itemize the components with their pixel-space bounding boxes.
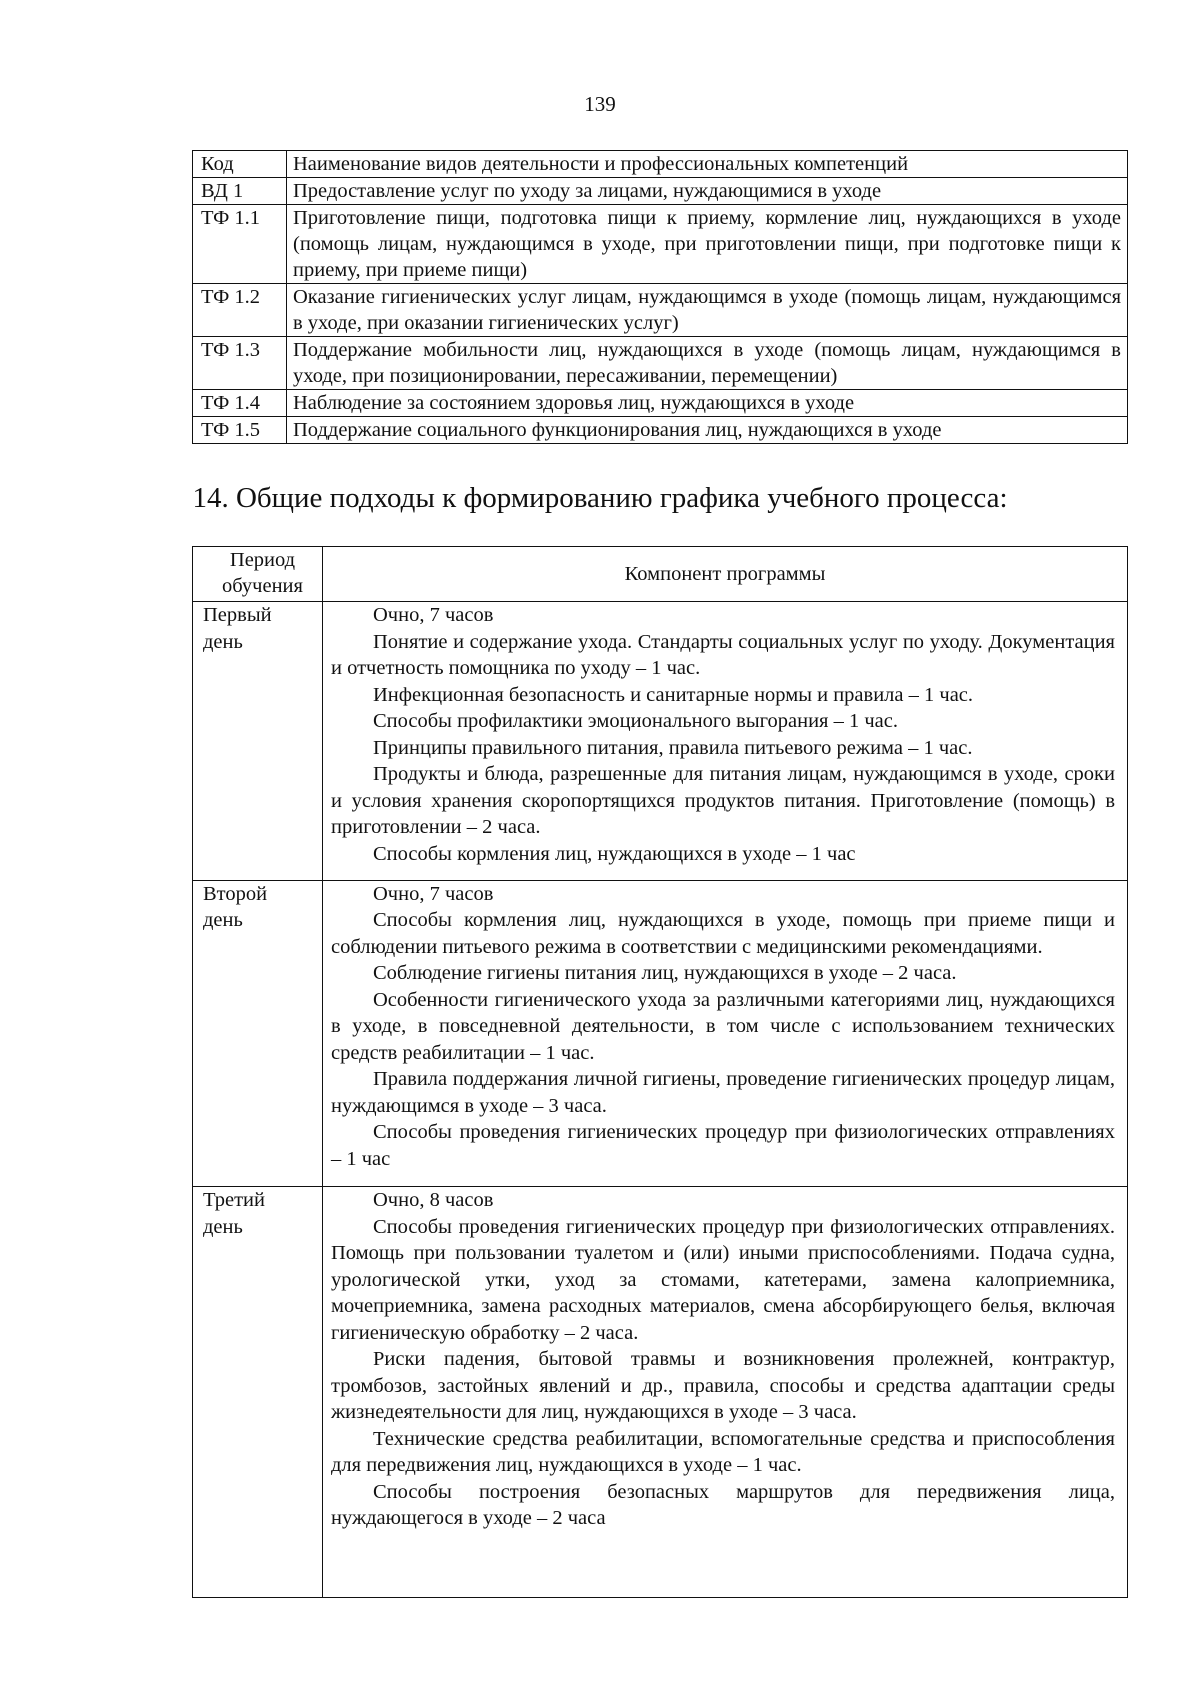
table-row <box>193 390 1128 417</box>
topic: Принципы правильного питания, правила питьевого режима – 1 час. <box>373 736 973 759</box>
topic: Способы проведения гигиенических процедур при физиологических отправлениях – 1 час <box>331 1121 1115 1170</box>
period-cell <box>193 1187 323 1598</box>
schedule-table <box>192 546 1128 1598</box>
topic: Инфекционная безопасность и санитарные нормы и правила – 1 час. <box>373 683 974 706</box>
topic: Способы кормления лиц, нуждающихся в уходе, помощь при приеме пищи и соблюдении питьевого режима в соответствии с медицинскими рекомендациями. <box>331 909 1115 958</box>
topic: Способы проведения гигиенических процедур при физиологических отправлениях. Помощь при пользовании туалетом и (или) иными приспособлениями. Подача судна, урологической утки, уход за стомами, катетерами, замена калоприемника, мочеприемника, замена расходных материалов, смена абсорбирующего белья, включая гигиеническую обработку – 2 часа. <box>331 1215 1115 1344</box>
header-period-line2: обучения <box>222 575 303 597</box>
topic: Технические средства реабилитации, вспомогательные средства и приспособления для передвижения лиц, нуждающихся в уходе – 1 час. <box>331 1427 1115 1476</box>
row-name: Предоставление услуг по уходу за лицами, нуждающимися в уходе <box>287 178 1128 205</box>
table-header-row <box>193 151 1128 178</box>
header-component: Компонент программы <box>323 547 1128 602</box>
row-code: ТФ 1.3 <box>193 337 287 390</box>
table-row <box>193 602 1128 880</box>
table-row <box>193 178 1128 205</box>
row-code: ТФ 1.1 <box>193 205 287 284</box>
table-row <box>193 337 1128 390</box>
topic: Способы кормления лиц, нуждающихся в уходе – 1 час <box>373 842 856 865</box>
row-name: Поддержание мобильности лиц, нуждающихся в уходе (помощь лицам, нуждающимся в уходе, при позиционировании, пересаживании, перемещении) <box>287 337 1128 390</box>
table-row <box>193 284 1128 337</box>
component-cell <box>323 602 1128 880</box>
row-name: Поддержание социального функционирования лиц, нуждающихся в уходе <box>287 417 1128 444</box>
period-line2: день <box>203 630 243 653</box>
row-name: Оказание гигиенических услуг лицам, нуждающимся в уходе (помощь лицам, нуждающимся в уходе, при оказании гигиенических услуг) <box>287 284 1128 337</box>
period-cell <box>193 880 323 1186</box>
table-header-row <box>193 547 1128 602</box>
period-line1: Первый <box>203 604 272 627</box>
section-heading: 14. Общие подходы к формированию графика учебного процесса: <box>192 482 1008 514</box>
row-code: ВД 1 <box>193 178 287 205</box>
topic: Риски падения, бытовой травмы и возникновения пролежней, контрактур, тромбозов, застойных явлений и др., правила, способы и средства адаптации среды жизнедеятельности для лиц, нуждающихся в уходе – 3 часа. <box>331 1348 1115 1423</box>
topic: Особенности гигиенического ухода за различными категориями лиц, нуждающихся в уходе, в повседневной деятельности, в том числе с использованием технических средств реабилитации – 1 час. <box>331 988 1115 1064</box>
format-line: Очно, 7 часов <box>373 882 494 905</box>
topic: Продукты и блюда, разрешенные для питания лицам, нуждающимся в уходе, сроки и условия хранения скоропортящихся продуктов питания. Приготовление (помощь) в приготовлении – 2 часа. <box>331 763 1115 839</box>
page-number: 139 <box>584 92 616 116</box>
table-row <box>193 1187 1128 1598</box>
table-row <box>193 880 1128 1186</box>
component-cell <box>323 880 1128 1186</box>
header-code: Код <box>193 151 287 178</box>
row-code: ТФ 1.5 <box>193 417 287 444</box>
period-line2: день <box>203 909 243 932</box>
header-name: Наименование видов деятельности и профессиональных компетенций <box>287 151 1128 178</box>
header-period <box>193 547 323 602</box>
topic: Способы построения безопасных маршрутов для передвижения лица, нуждающегося в уходе – 2 часа <box>331 1480 1115 1529</box>
period-cell <box>193 602 323 880</box>
row-name: Приготовление пищи, подготовка пищи к приему, кормление лиц, нуждающихся в уходе (помощь лицам, нуждающимся в уходе, при приготовлении пищи, при подготовке пищи к приему, при приеме пищи) <box>287 205 1128 284</box>
row-code: ТФ 1.2 <box>193 284 287 337</box>
topic: Понятие и содержание ухода. Стандарты социальных услуг по уходу. Документация и отчетность помощника по уходу – 1 час. <box>331 630 1115 680</box>
period-line2: день <box>203 1215 243 1238</box>
topic: Соблюдение гигиены питания лиц, нуждающихся в уходе – 2 часа. <box>373 962 957 985</box>
component-cell <box>323 1187 1128 1598</box>
row-name: Наблюдение за состоянием здоровья лиц, нуждающихся в уходе <box>287 390 1128 417</box>
topic: Способы профилактики эмоционального выгорания – 1 час. <box>373 710 898 733</box>
table-row <box>193 417 1128 444</box>
period-line1: Третий <box>203 1189 265 1211</box>
topic: Правила поддержания личной гигиены, проведение гигиенических процедур лицам, нуждающимся в уходе – 3 часа. <box>331 1068 1115 1117</box>
format-line: Очно, 7 часов <box>373 604 494 627</box>
competencies-table <box>192 150 1128 444</box>
format-line: Очно, 8 часов <box>373 1189 494 1211</box>
period-line1: Второй <box>203 882 268 905</box>
table-row <box>193 205 1128 284</box>
row-code: ТФ 1.4 <box>193 390 287 417</box>
header-period-line1: Период <box>229 549 296 571</box>
